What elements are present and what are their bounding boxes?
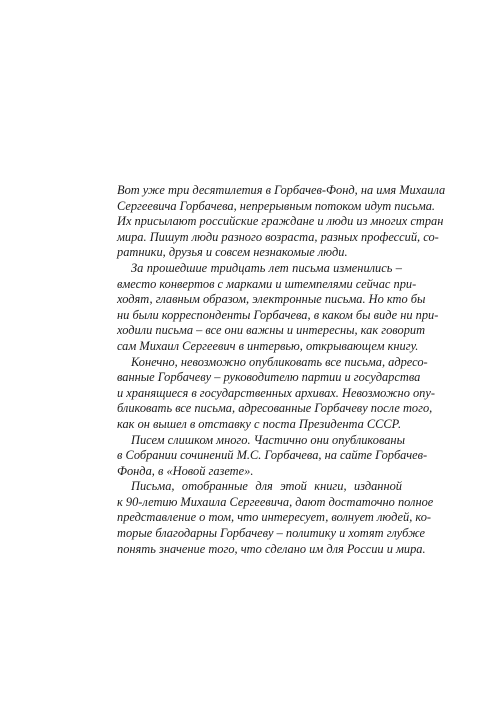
text-line: и хранящиеся в государственных архивах. Невозможно опу- [117, 385, 435, 400]
text-line: в Собрании сочинений М.С. Горбачева, на сайте Горбачев- [117, 448, 428, 463]
text-line: к 90-летию Михаила Сергеевича, дают достаточно полное [117, 494, 434, 509]
text-line: Конечно, невозможно опубликовать все письма, адресо- [131, 354, 428, 369]
text-line: понять значение того, что сделано им для России и мира. [117, 541, 426, 556]
text-line: Фонда, в «Новой газете». [117, 463, 254, 478]
text-line: Их присылают российские граждане и люди из многих стран [117, 214, 444, 229]
text-line: ванные Горбачеву – руководителю партии и государства [117, 370, 421, 385]
text-line: Сергеевича Горбачева, непрерывным потоком идут письма. [117, 198, 436, 213]
text-line: торые благодарны Горбачеву – политику и хотят глубже [117, 526, 426, 541]
body-text [117, 183, 446, 557]
text-line: бликовать все письма, адресованные Горбачеву после того, [117, 401, 433, 416]
text-line: Письма, отобранные для этой книги, изданной [131, 479, 402, 494]
text-line: ходили письма – все они важны и интересны, как говорит [117, 323, 426, 338]
text-line: мира. Пишут люди разного возраста, разных профессий, со- [117, 229, 439, 244]
text-line: ни были корреспонденты Горбачева, в каком бы виде ни при- [117, 307, 439, 322]
text-line: Писем слишком много. Частично они опубликованы [131, 432, 405, 447]
text-line: вместо конвертов с марками и штемпелями сейчас при- [117, 276, 417, 291]
text-line: ходят, главным образом, электронные письма. Но кто бы [117, 292, 426, 307]
text-line: как он вышел в отставку с поста Президента СССР. [117, 416, 402, 431]
text-line: Вот уже три десятилетия в Горбачев-Фонд, на имя Михаила [117, 183, 446, 197]
text-line: представление о том, что интересует, волнует людей, ко- [117, 510, 432, 525]
text-line: ратники, друзья и совсем незнакомые люди. [117, 245, 348, 260]
text-line: За прошедшие тридцать лет письма изменились – [131, 260, 402, 275]
text-line: сам Михаил Сергеевич в интервью, открывающем книгу. [117, 338, 419, 353]
